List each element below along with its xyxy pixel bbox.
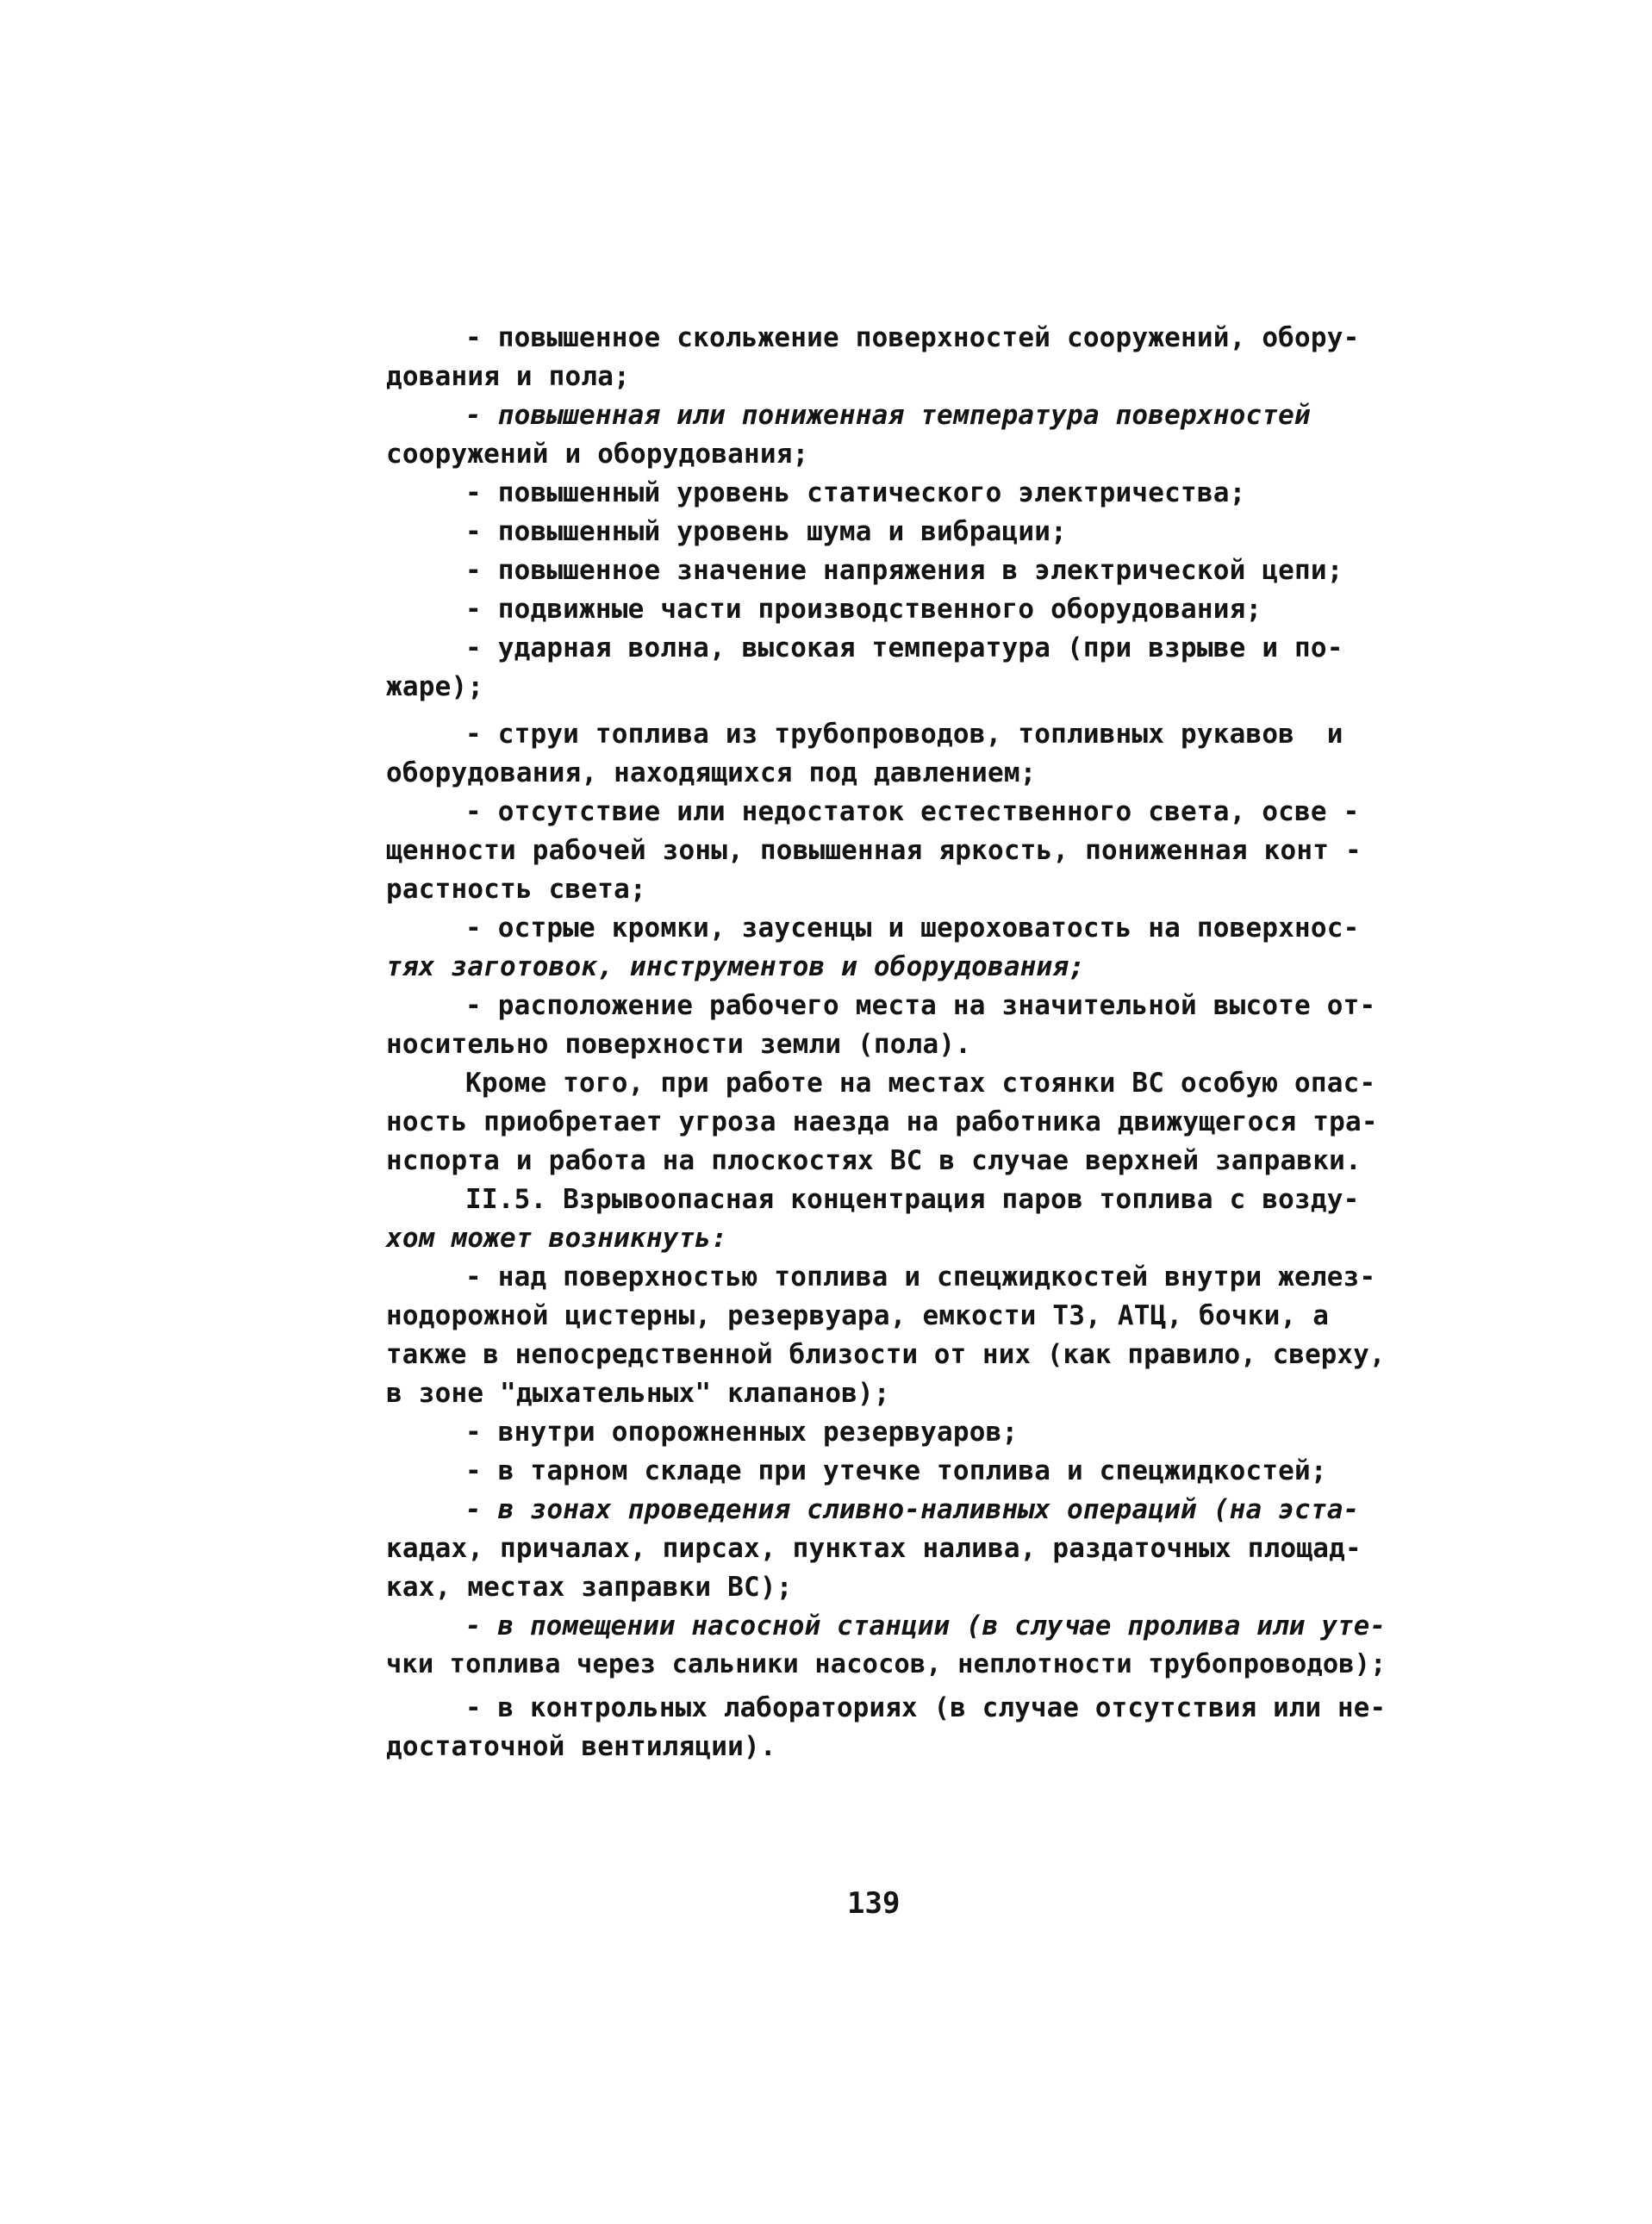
text-line: - острые кромки, заусенцы и шероховатость на поверхнос-	[465, 913, 1360, 944]
text-line: - в контрольных лабораториях (в случае отсутствия или не-	[465, 1692, 1387, 1723]
text-line: ность приобретает угроза наезда на работника движущегося тра-	[386, 1106, 1378, 1137]
text-line: - повышенная или пониженная температура поверхностей	[465, 400, 1311, 431]
text-line: также в непосредственной близости от них (как правило, сверху,	[386, 1339, 1386, 1370]
text-line: - в тарном складе при утечке топлива и спецжидкостей;	[465, 1455, 1327, 1486]
text-line: в зоне "дыхательных" клапанов);	[386, 1378, 890, 1409]
text-line: Кроме того, при работе на местах стоянки ВС особую опас-	[465, 1068, 1376, 1099]
text-line: щенности рабочей зоны, повышенная яркость, пониженная конт -	[386, 835, 1362, 866]
text-line: оборудования, находящихся под давлением;	[386, 757, 1037, 788]
text-line: - повышенное значение напряжения в электрической цепи;	[465, 555, 1343, 586]
text-line: II.5. Взрывоопасная концентрация паров топлива с возду-	[465, 1184, 1360, 1215]
text-line: растность света;	[386, 874, 646, 905]
text-line: - струи топлива из трубопроводов, топливных рукавов и	[465, 719, 1343, 750]
page-number: 139	[847, 1886, 901, 1921]
text-line: - отсутствие или недостаток естественного света, осве -	[465, 796, 1360, 827]
text-line: - расположение рабочего места на значительной высоте от-	[465, 990, 1376, 1021]
text-line: - подвижные части производственного оборудования;	[465, 594, 1262, 625]
text-line: хом может возникнуть:	[386, 1223, 728, 1254]
text-line: сооружений и оборудования;	[386, 439, 809, 470]
text-line: - ударная волна, высокая температура (при взрыве и по-	[465, 632, 1343, 663]
text-line: - повышенное скольжение поверхностей сооружений, обору-	[465, 322, 1360, 353]
text-line: дования и пола;	[386, 361, 630, 392]
text-line: носительно поверхности земли (пола).	[386, 1029, 972, 1060]
text-line: - над поверхностью топлива и спецжидкостей внутри желез-	[465, 1262, 1376, 1293]
text-line: чки топлива через сальники насосов, неплотности трубопроводов);	[386, 1649, 1387, 1679]
text-line: жаре);	[386, 671, 484, 702]
text-line: - внутри опорожненных резервуаров;	[465, 1417, 1019, 1448]
text-line: - повышенный уровень статического электричества;	[465, 477, 1246, 508]
text-line: нодорожной цистерны, резервуара, емкости ТЗ, АТЦ, бочки, а	[386, 1300, 1330, 1331]
text-line: - в помещении насосной станции (в случае пролива или уте-	[465, 1610, 1387, 1642]
text-line: тях заготовок, инструментов и оборудования;	[386, 951, 1086, 982]
text-line: - повышенный уровень шума и вибрации;	[465, 516, 1067, 547]
text-line: ках, местах заправки ВС);	[386, 1572, 793, 1603]
text-line: достаточной вентиляции).	[386, 1731, 776, 1762]
text-line: - в зонах проведения сливно-наливных операций (на эста-	[465, 1494, 1360, 1525]
text-line: нспорта и работа на плоскостях ВС в случае верхней заправки.	[386, 1145, 1362, 1176]
text-line: кадах, причалах, пирсах, пунктах налива, раздаточных площад-	[386, 1533, 1362, 1564]
